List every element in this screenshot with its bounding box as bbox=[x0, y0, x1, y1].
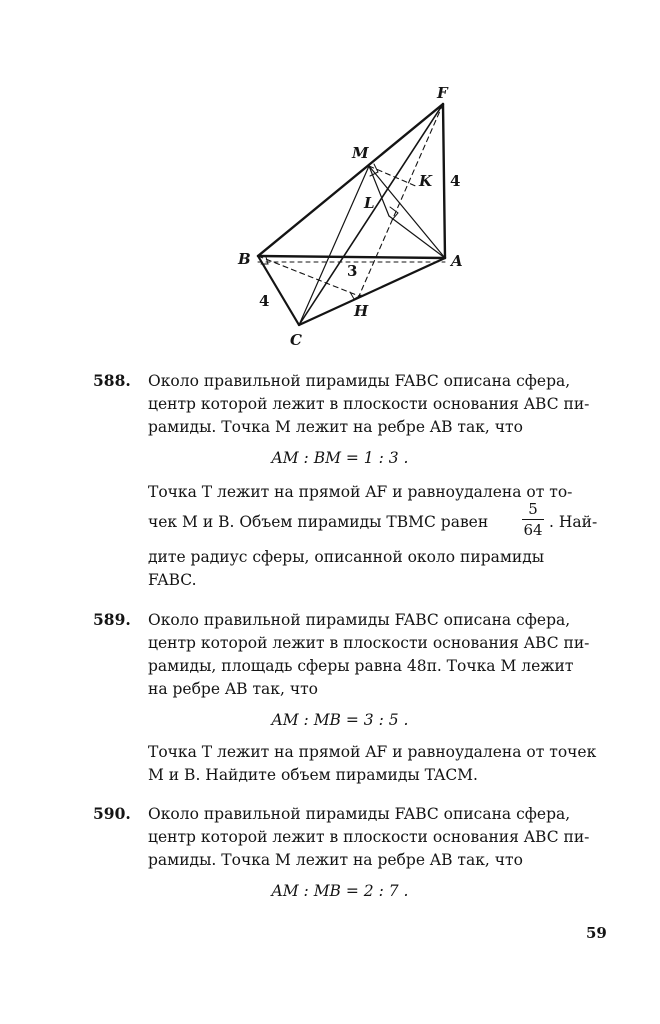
problem-590-line-2: центр которой лежит в плоскости основания ABC пи- bbox=[148, 828, 590, 846]
problem-588-after-line-4: FABC. bbox=[148, 571, 197, 589]
problem-589-formula: AM : MB = 3 : 5 . bbox=[271, 711, 409, 729]
label-edge-FA: 4 bbox=[450, 172, 461, 190]
pyramid-figure bbox=[0, 0, 660, 360]
label-H: H bbox=[354, 302, 369, 320]
problem-number-589: 589. bbox=[93, 610, 131, 629]
fraction-numerator: 5 bbox=[528, 500, 538, 518]
problem-588-formula: AM : BM = 1 : 3 . bbox=[271, 449, 409, 467]
label-C: C bbox=[290, 331, 302, 349]
problem-590-line-1: Около правильной пирамиды FABC описана сфера, bbox=[148, 805, 571, 823]
page-number: 59 bbox=[586, 924, 607, 942]
label-M: M bbox=[352, 144, 369, 162]
edge-BF bbox=[258, 104, 443, 256]
edge-FA bbox=[443, 104, 445, 258]
label-F: F bbox=[437, 84, 448, 102]
problem-588-after-line-3: дите радиус сферы, описанной около пирамиды bbox=[148, 548, 545, 566]
problem-589-line-2: центр которой лежит в плоскости основания ABC пи- bbox=[148, 634, 590, 652]
edge-BA bbox=[258, 256, 445, 258]
fraction-denominator: 64 bbox=[523, 521, 543, 539]
problem-number-588: 588. bbox=[93, 371, 131, 390]
problem-589-line-4: на ребре AB так, что bbox=[148, 680, 318, 698]
segment-MA bbox=[369, 166, 445, 258]
label-B: B bbox=[238, 250, 251, 268]
problem-589-after-line-1: Точка T лежит на прямой AF и равноудалена от точек bbox=[148, 743, 597, 761]
problem-588-after-fraction: . Най- bbox=[549, 513, 598, 531]
problem-590-formula: AM : MB = 2 : 7 . bbox=[271, 882, 409, 900]
problem-588-line-1: Около правильной пирамиды FABC описана сфера, bbox=[148, 372, 571, 390]
fraction-bar bbox=[522, 519, 544, 520]
label-K: K bbox=[419, 172, 433, 190]
label-L: L bbox=[364, 194, 375, 212]
label-A: A bbox=[451, 252, 463, 270]
problem-590-line-3: рамиды. Точка M лежит на ребре AB так, что bbox=[148, 851, 523, 869]
problem-588-after-line-2: чек M и B. Объем пирамиды TBMC равен bbox=[148, 513, 489, 531]
problem-588-fraction bbox=[522, 500, 544, 539]
label-edge-BA: 3 bbox=[347, 262, 358, 280]
segment-LA bbox=[389, 216, 445, 258]
problem-number-590: 590. bbox=[93, 804, 131, 823]
problem-588-line-3: рамиды. Точка M лежит на ребре AB так, что bbox=[148, 418, 523, 436]
problem-589-line-1: Около правильной пирамиды FABC описана сфера, bbox=[148, 611, 571, 629]
problem-589-after-line-2: M и B. Найдите объем пирамиды TACM. bbox=[148, 766, 478, 784]
edge-BC bbox=[258, 256, 299, 325]
problem-588-line-2: центр которой лежит в плоскости основания ABC пи- bbox=[148, 395, 590, 413]
problem-588-after-line-1: Точка T лежит на прямой AF и равноудалена от то- bbox=[148, 483, 573, 501]
label-edge-BC: 4 bbox=[259, 292, 270, 310]
problem-589-line-3: рамиды, площадь сферы равна 48π. Точка M лежит bbox=[148, 657, 574, 675]
